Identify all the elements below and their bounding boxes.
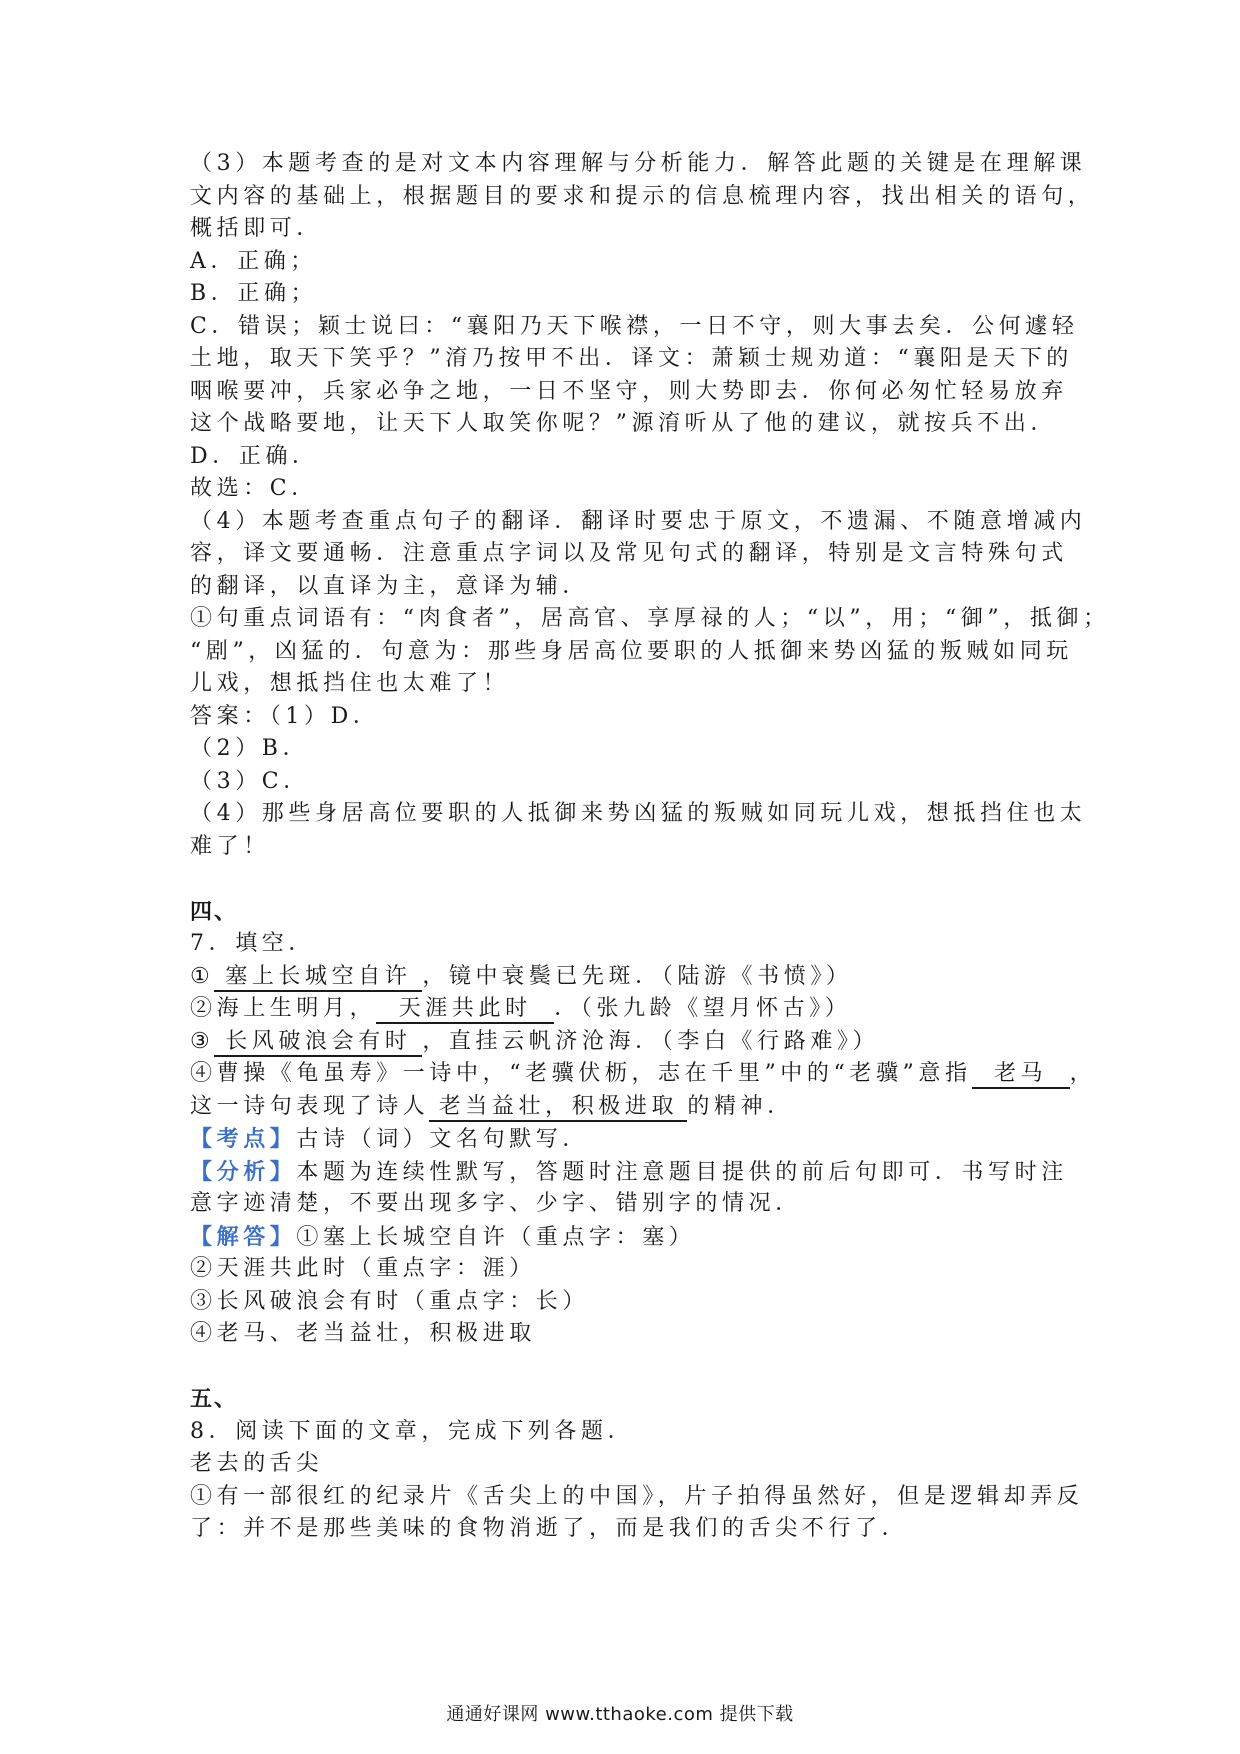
text-line: 故选：C． [190,476,318,501]
text-line: ④老马、老当益壮，积极进取 [190,1321,536,1346]
text-line: ③长风破浪会有时（重点字：长） [190,1288,590,1314]
spacer [190,863,1060,896]
spacer [190,1351,1060,1384]
item-prefix: ③ [190,1028,215,1054]
section-heading-5: 五、 [190,1386,239,1412]
item-prefix: ②海上生明月， [190,996,377,1021]
exam-point-tag: 【考点】 [190,1126,297,1152]
fill-in-item-3 [190,1026,1060,1059]
text-line: 土地，取天下笑乎？”淯乃按甲不出．译文：萧颖士规劝道：“襄阳是天下的 [190,346,1073,371]
text-line: 儿戏，想抵挡住也太难了！ [190,671,510,696]
analysis-line [190,1156,1068,1189]
text-line: 难了！ [190,833,270,859]
question-7-title: 7．填空． [190,931,315,956]
item-suffix: ．（张九龄《望月怀古》） [554,996,852,1021]
exam-point-line [190,1123,1060,1156]
text-line: ②天涯共此时（重点字：涯） [190,1256,536,1281]
question-8-title: 8．阅读下面的文章，完成下列各题． [190,1418,635,1444]
text-line: 概括即可． [190,216,324,241]
solution-line [190,1221,1060,1254]
item-prefix: 这一诗句表现了诗人 [190,1093,430,1119]
text-line: ①有一部很红的纪录片《舌尖上的中国》，片子拍得虽然好，但是逻辑却弄反 [190,1483,1084,1509]
fill-in-item-1 [190,961,1060,994]
text-line: ①句重点词语有：“肉食者”，居高官、享厚禄的人；“以”，用；“御”，抵御； [190,606,1110,631]
solution-text: ①塞上长城空自许（重点字：塞） [296,1224,696,1250]
fill-in-item-4 [190,1058,1097,1091]
text-line: 的翻译，以直译为主，意译为辅． [190,573,590,599]
fill-in-item-2 [190,993,1060,1026]
text-line: （3）C． [190,768,310,794]
text-line: A．正确； [190,248,317,274]
text-line: 容，译文要通畅．注意重点字词以及常见句式的翻译，特别是文言特殊句式 [190,541,1068,566]
answer-blank: 老当益壮，积极进取 [429,1094,687,1122]
text-line: D．正确． [190,443,319,469]
item-suffix: ，镜中衰鬓已先斑．（陆游《书愤》） [422,963,853,989]
text-line: “剧”，凶猛的．句意为：那些身居高位要职的人抵御来势凶猛的叛贼如同玩 [190,638,1073,664]
item-suffix: 的精神． [687,1093,794,1119]
text-line: （3）本题考查的是对文本内容理解与分析能力．解答此题的关键是在理解课 [190,151,1087,176]
analysis-tag: 【分析】 [190,1158,297,1185]
item-prefix: ④曹操《龟虽寿》一诗中，“老骥伏枥，志在千里”中的“老骥”意指 [190,1061,972,1086]
text-line: 答案：（1）D． [190,703,380,729]
text-line: 这个战略要地，让天下人取笑你呢？”源淯听从了他的建议，就按兵不出． [190,411,1058,436]
page-footer: 通通好课网 www.tthaoke.com 提供下载 [446,1704,794,1725]
answer-blank: 长风破浪会有时 [214,1029,422,1057]
answer-blank: 塞上长城空自许 [214,964,422,992]
text-line: C．错误；颖士说曰：“襄阳乃天下喉襟，一日不守，则大事去矣．公何遽轻 [190,313,1079,339]
exam-point-text: 古诗（词）文名句默写． [296,1127,590,1152]
answer-blank: 老马 [972,1061,1070,1089]
item-suffix: ， [1069,1061,1097,1086]
answer-blank: 天涯共此时 [376,996,554,1024]
section-heading-4: 四、 [190,898,239,925]
text-line: 意字迹清楚，不要出现多字、少字、错别字的情况． [190,1191,802,1216]
solution-tag: 【解答】 [190,1223,297,1250]
text-line: （4）本题考查重点句子的翻译．翻译时要忠于原文，不遗漏、不随意增减内 [190,508,1087,534]
item-suffix: ，直挂云帆济沧海．（李白《行路难》） [422,1028,880,1054]
analysis-text: 本题为连续性默写，答题时注意题目提供的前后句即可．书写时注 [296,1159,1068,1185]
fill-in-item-4-cont [190,1091,1060,1124]
text-line: （2）B． [190,736,310,761]
article-title: 老去的舌尖 [190,1451,324,1476]
item-prefix: ① [190,963,215,989]
document-body [190,148,1110,1546]
text-line: 咽喉要冲，兵家必争之地，一日不坚守，则大势即去．你何必匆忙轻易放弃 [190,378,1068,404]
text-line: （4）那些身居高位要职的人抵御来势凶猛的叛贼如同玩儿戏，想抵挡住也太 [190,801,1087,826]
text-line: B．正确； [190,281,318,306]
text-line: 文内容的基础上，根据题目的要求和提示的信息梳理内容，找出相关的语句， [190,183,1095,209]
text-line: 了：并不是那些美味的食物消逝了，而是我们的舌尖不行了． [190,1516,909,1541]
